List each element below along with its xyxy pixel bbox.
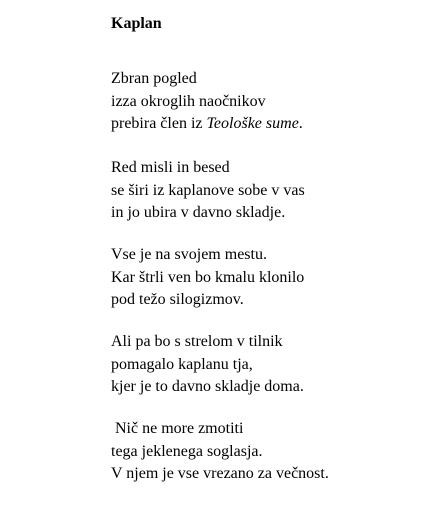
stanza-3-line-2: Kar štrli ven bo kmalu klonilo: [111, 268, 305, 286]
stanza-2-line-2: se širi iz kaplanove sobe v vas: [111, 181, 305, 199]
stanza-4-line-2: pomagalo kaplanu tja,: [111, 355, 253, 373]
stanza-1-line-2: izza okroglih naočnikov: [111, 92, 266, 110]
stanza-3-line-1: Vse je na svojem mestu.: [111, 246, 267, 263]
stanza-1-line-1: Zbran pogled: [111, 70, 197, 87]
poem-title: Kaplan: [111, 15, 162, 32]
stanza-5-line-1: Nič ne more zmotiti: [115, 420, 244, 437]
stanza-2-line-1: Red misli in besed: [111, 159, 230, 176]
stanza-5: [111, 418, 329, 486]
book-title-italic: Teološke sume: [206, 115, 299, 132]
stanza-1-line-3: [111, 113, 303, 136]
stanza-4-line-3: kjer je to davno skladje doma.: [111, 378, 304, 395]
stanza-5-line-3: V njem je vse vrezano za večnost.: [111, 465, 329, 482]
stanza-4: [111, 331, 304, 399]
stanza-1-line-3-prefix: prebira člen iz: [111, 115, 207, 132]
stanza-5-line-2: tega jeklenega soglasja.: [111, 442, 263, 460]
stanza-4-line-1: Ali pa bo s strelom v tilnik: [111, 333, 283, 350]
stanza-3: [111, 244, 304, 312]
stanza-1: [111, 68, 303, 136]
stanza-3-line-3: pod težo silogizmov.: [111, 291, 244, 308]
stanza-2: [111, 157, 305, 225]
stanza-2-line-3: in jo ubira v davno skladje.: [111, 204, 286, 221]
stanza-1-line-3-suffix: .: [298, 115, 303, 132]
